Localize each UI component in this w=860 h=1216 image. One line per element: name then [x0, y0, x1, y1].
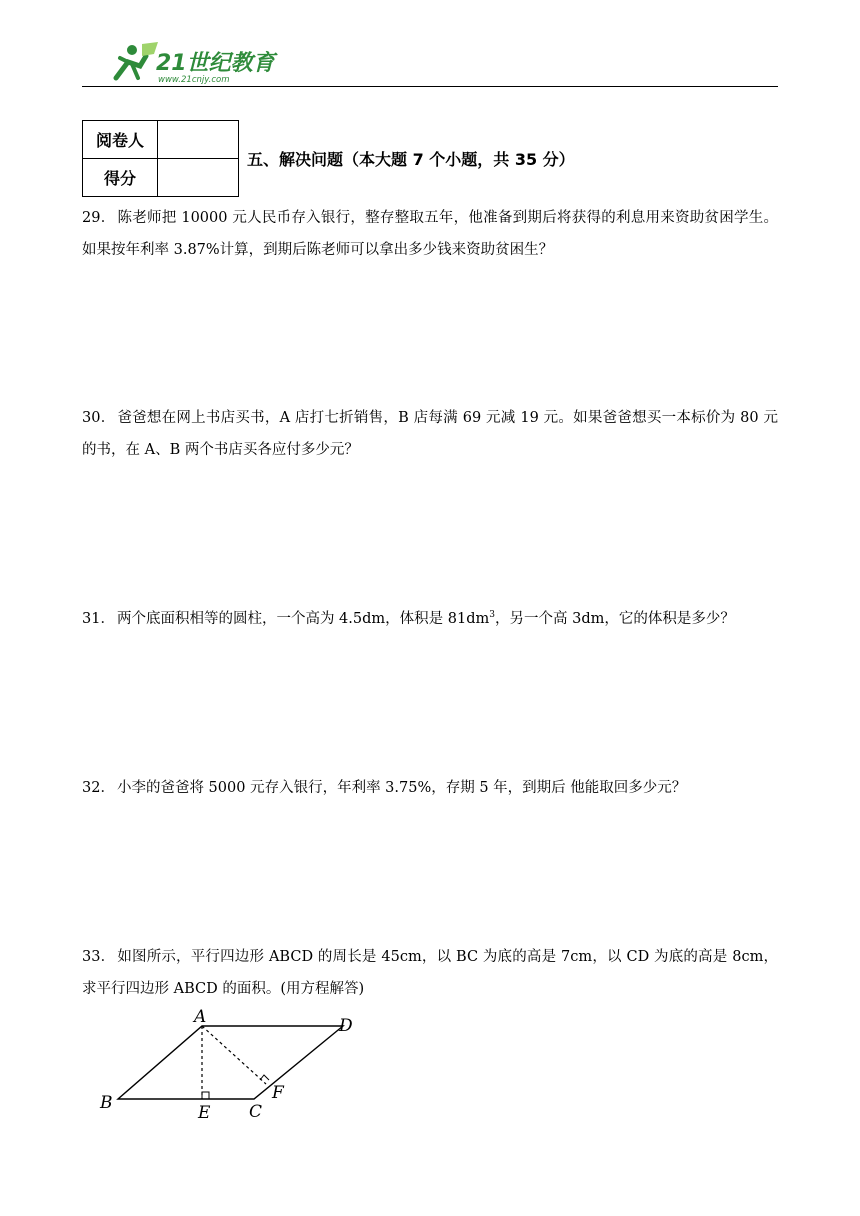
question-text-cont: ，另一个高 3dm，它的体积是多少？ [494, 611, 735, 627]
question-text: 陈老师把 10000 元人民币存入银行，整存整取五年，他准备到期后将获得的利息用来资助贫困学生。如果按年利率 3.87%计算，到期后陈老师可以拿出多少钱来资助贫困生？ [82, 210, 779, 258]
logo-url-text: www.21cnjy.com [158, 75, 230, 85]
question-31 [82, 603, 778, 635]
label-c: C [249, 1102, 263, 1122]
question-text: 如图所示，平行四边形 ABCD 的周长是 45cm，以 BC 为底的高是 7cm，以 CD 为底的高是 8cm，求平行四边形 ABCD 的面积。(用方程解答) [82, 949, 778, 997]
label-e: E [198, 1103, 211, 1123]
question-text: 小李的爸爸将 5000 元存入银行，年利率 3.75%，存期 5 年，到期后 他能取回多少元？ [116, 780, 687, 796]
cube-superscript: 3 [489, 610, 495, 621]
question-number: 31． [82, 611, 115, 627]
question-text: 爸爸想在网上书店买书，A 店打七折销售，B 店每满 69 元减 19 元。如果爸爸想买一本标价为 80 元的书，在 A、B 两个书店买各应付多少元？ [82, 410, 778, 458]
question-32 [82, 772, 778, 804]
21cnjy-logo [102, 40, 282, 86]
question-number: 32． [82, 780, 115, 796]
right-angle-mark-e [202, 1092, 209, 1099]
label-a: A [194, 1007, 207, 1027]
reviewer-value-cell [158, 121, 239, 159]
question-29 [82, 202, 778, 266]
parallelogram-figure [96, 1004, 366, 1130]
logo-text: 21世纪教育 [156, 51, 275, 76]
question-number: 33． [82, 949, 116, 965]
question-33 [82, 941, 778, 1005]
question-text: 两个底面积相等的圆柱，一个高为 4.5dm，体积是 81dm [116, 611, 490, 627]
section-title: 五、解决问题（本大题 7 个小题，共 35 分） [247, 150, 575, 169]
header-rule [82, 86, 778, 87]
runner-icon [116, 42, 158, 78]
question-number: 29． [82, 210, 116, 226]
label-d: D [339, 1016, 353, 1036]
label-b: B [100, 1093, 113, 1113]
reviewer-label: 阅卷人 [83, 121, 158, 159]
score-label: 得分 [83, 159, 158, 197]
score-table [82, 120, 239, 197]
height-af [202, 1026, 266, 1084]
question-number: 30． [82, 410, 116, 426]
question-30 [82, 402, 778, 466]
score-value-cell [158, 159, 239, 197]
parallelogram-abcd [118, 1026, 343, 1099]
label-f: F [272, 1083, 284, 1103]
